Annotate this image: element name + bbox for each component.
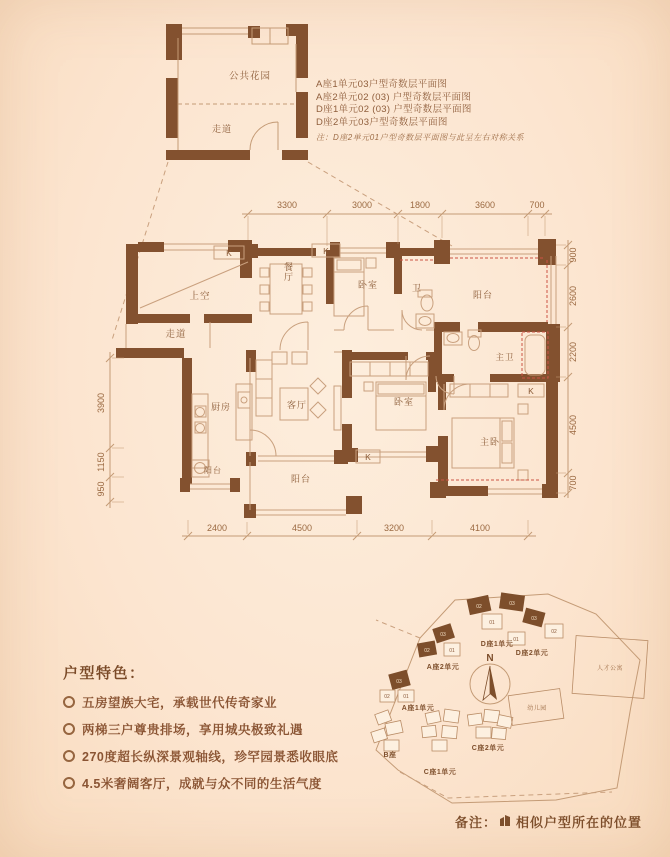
unit-number: 02 [551, 629, 557, 635]
ac-label: K [365, 452, 371, 462]
ac-label: K [528, 386, 534, 396]
unit-number: 03 [396, 679, 402, 685]
remark-line [455, 812, 642, 831]
room-label-master-bedroom: 主卧 [479, 437, 501, 447]
dim-top-2: 3000 [351, 200, 373, 210]
room-label-kitchen: 厨房 [210, 402, 232, 412]
room-label-void: 上空 [189, 291, 211, 302]
building-outline [385, 720, 403, 735]
feature-item [63, 720, 338, 738]
dim-bottom-3: 3200 [383, 523, 405, 533]
dim-right-4: 4500 [568, 414, 578, 436]
dim-right-2: 2600 [568, 285, 578, 307]
room-label-bedroom1: 卧室 [357, 280, 379, 290]
site-label-d2: D座2单元 [515, 650, 549, 657]
site-label-kindergarten: 幼儿园 [527, 706, 547, 712]
site-label-b: B座 [383, 752, 397, 759]
feature-item [63, 747, 338, 765]
unit-number: 01 [489, 620, 495, 626]
feature-text: 270度超长纵深景观轴线，珍罕园景悉收眼底 [82, 750, 339, 764]
building-outline [443, 709, 460, 723]
unit-number: 01 [449, 648, 455, 654]
room-label-balcony-top: 阳台 [472, 290, 494, 300]
ac-label: K [323, 246, 329, 256]
dim-top-3: 1800 [409, 200, 431, 210]
legend-note: 注：D座2单元01户型奇数层平面图与此呈左右对称关系 [316, 133, 525, 142]
site-labels [383, 639, 623, 776]
mini-floor-plan [166, 24, 308, 160]
room-label-balcony-side: 阳台 [204, 466, 222, 475]
site-label-d1: D座1单元 [480, 641, 514, 648]
building-outline [432, 740, 447, 751]
dim-top-5: 700 [529, 200, 545, 210]
building-outline [442, 725, 458, 738]
dim-left-1: 3900 [96, 392, 106, 414]
mini-lines [178, 28, 296, 150]
site-label-apartment: 人才公寓 [596, 666, 624, 672]
dim-bottom-4: 4100 [469, 523, 491, 533]
room-label-public-garden: 公共花园 [228, 71, 272, 82]
building-outline [497, 715, 513, 729]
compass-needle [490, 666, 497, 700]
site-label-a1: A座1单元 [401, 705, 435, 712]
dim-right-1: 900 [568, 247, 578, 263]
north-label: N [486, 653, 494, 664]
similar-unit-building-icon [499, 814, 512, 830]
feature-item [63, 693, 338, 711]
dim-top-4: 3600 [474, 200, 496, 210]
site-label-a2: A座2单元 [426, 664, 460, 671]
ring-bullet-icon [63, 777, 75, 789]
room-label-bedroom2: 卧室 [393, 397, 415, 407]
unit-number: 02 [424, 648, 430, 654]
legend-line: A座2单元02 (03) 户型奇数层平面图 [316, 91, 472, 103]
legend-line: D座1单元02 (03) 户型奇数层平面图 [316, 104, 472, 115]
ring-bullet-icon [63, 723, 75, 735]
unit-number: 01 [403, 694, 409, 700]
unit-number: 03 [440, 632, 446, 638]
building-outline [483, 709, 499, 723]
north-compass [470, 653, 510, 704]
feature-text: 4.5米奢阔客厅，成就与众不同的生活气度 [82, 777, 322, 791]
dim-left-3: 950 [96, 481, 106, 497]
building-outline [476, 727, 491, 738]
dim-left-2: 1150 [96, 452, 106, 472]
remark-text: 相似户型所在的位置 [516, 815, 643, 830]
feature-item [63, 774, 338, 792]
room-label-living: 客厅 [286, 400, 308, 410]
features-title: 户型特色： [63, 665, 146, 682]
unit-number: 02 [476, 604, 482, 610]
site-label-c2: C座2单元 [471, 745, 505, 752]
room-label-mini-corridor: 走道 [211, 124, 233, 134]
ring-bullet-icon [63, 696, 75, 708]
feature-text: 五房望族大宅，承载世代传奇家业 [82, 696, 278, 710]
room-label-dining: 餐厅 [283, 262, 293, 282]
site-label-c1: C座1单元 [423, 769, 457, 776]
site-boundary [376, 594, 640, 803]
legend-line: D座2单元03户型奇数层平面图 [316, 116, 448, 128]
ac-label: K [226, 248, 232, 258]
feature-text: 两梯三户尊贵排场，享用城央极致礼遇 [82, 723, 304, 737]
wall-segments [116, 239, 560, 518]
ring-bullet-icon [63, 750, 75, 762]
legend-line: A座1单元03户型奇数层平面图 [316, 79, 448, 90]
building-outline [492, 727, 507, 739]
dim-bottom-1: 2400 [206, 523, 228, 533]
building-outline [384, 740, 399, 751]
building-outline [425, 711, 441, 725]
dim-right-5: 700 [568, 475, 578, 491]
unit-number: 01 [513, 637, 519, 643]
room-label-balcony-bottom: 阳台 [290, 474, 312, 484]
room-label-corridor: 走道 [165, 329, 187, 340]
building-outline [422, 725, 437, 737]
unit-number: 03 [509, 601, 515, 607]
dim-top-1: 3300 [276, 200, 298, 210]
remark-prefix: 备注： [455, 815, 498, 830]
building-outline [467, 713, 482, 726]
legend-block [316, 79, 524, 145]
site-plan [371, 592, 648, 803]
room-label-bath: 卫 [411, 283, 423, 293]
features-block [63, 662, 338, 801]
dim-right-3: 2200 [568, 341, 578, 363]
unit-number: 02 [384, 694, 390, 700]
room-label-master-bath: 主卫 [495, 352, 515, 362]
unit-number: 03 [531, 616, 537, 622]
main-floor-plan [96, 200, 578, 540]
dim-bottom-2: 4500 [291, 523, 313, 533]
